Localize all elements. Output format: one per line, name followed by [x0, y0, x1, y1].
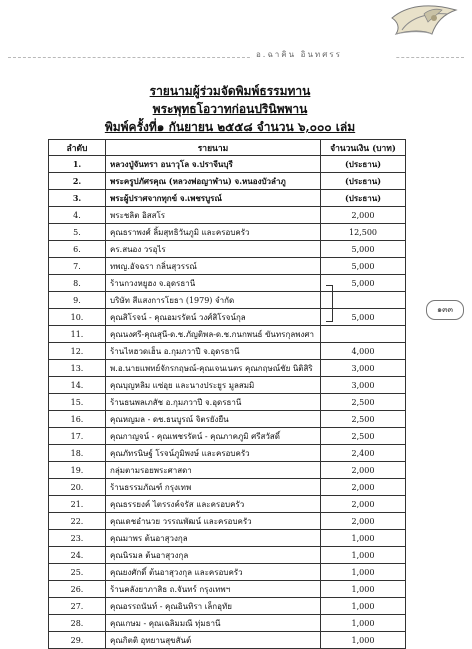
cell-name: คุณกาญจน์ - คุณเพชรรัตน์ - คุณภาคภูมิ ศรีสวัสดิ์: [106, 428, 321, 445]
cell-number: 17.: [49, 428, 106, 445]
cell-amount: 2,000: [321, 479, 406, 496]
book-emblem-logo: [384, 0, 464, 60]
cell-name: คุณบุญหลิม แซ่อุย และนางประยูร มูลสมมิ: [106, 377, 321, 394]
cell-amount: 3,000: [321, 360, 406, 377]
cell-amount: 2,000: [321, 513, 406, 530]
cell-amount: (ประธาน): [321, 173, 406, 190]
cell-amount: 5,000: [321, 275, 406, 292]
cell-name: ร้านธนพลเภสัช อ.กุมภวาปี จ.อุดรธานี: [106, 394, 321, 411]
table-row: [49, 258, 406, 275]
cell-number: 15.: [49, 394, 106, 411]
cell-number: 18.: [49, 445, 106, 462]
cell-name: ร้านธรรมภัณฑ์ กรุงเทพ: [106, 479, 321, 496]
cell-amount: 2,000: [321, 496, 406, 513]
table-row: [49, 581, 406, 598]
table-row: [49, 275, 406, 292]
table-row: [49, 479, 406, 496]
table-row: [49, 173, 406, 190]
cell-number: 10.: [49, 309, 106, 326]
cell-number: 29.: [49, 632, 106, 649]
cell-amount: 4,000: [321, 343, 406, 360]
table-row: [49, 224, 406, 241]
title-line-2: พระพุทธโอวาทก่อนปรินิพพาน: [152, 102, 308, 116]
cell-amount: [321, 292, 406, 309]
cell-number: 13.: [49, 360, 106, 377]
cell-name: คุณนงศรี-คุณสุนี-ด.ช.ภัญติพล-ด.ช.กนกพนธ์ ขันทรกุลพงศา: [106, 326, 321, 343]
cell-number: 7.: [49, 258, 106, 275]
col-header-amount: จำนวนเงิน (บาท): [321, 140, 406, 156]
page-number-tab: ๑๓๓: [426, 300, 464, 320]
cell-name: คุณสิโรจน์ - คุณอมรรัตน์ วงศ์สิโรจน์กุล: [106, 309, 321, 326]
cell-number: 23.: [49, 530, 106, 547]
table-row: [49, 445, 406, 462]
donor-table: [48, 139, 406, 649]
cell-amount: 1,000: [321, 547, 406, 564]
cell-name: ร้านคลังยาภาสิธ ถ.จันทร์ กรุงเทพฯ: [106, 581, 321, 598]
col-header-name: รายนาม: [106, 140, 321, 156]
cell-number: 28.: [49, 615, 106, 632]
cell-name: กลุ่มตามรอยพระศาสดา: [106, 462, 321, 479]
table-row: [49, 598, 406, 615]
table-row: [49, 241, 406, 258]
table-row: [49, 156, 406, 173]
cell-amount: 2,500: [321, 394, 406, 411]
cell-name: คุณภัทรนิษฐ์ โรจน์ภูมิพงษ์ และครอบครัว: [106, 445, 321, 462]
cell-name: พระผู้ปราศจากทุกข์ จ.เพชรบูรณ์: [106, 190, 321, 207]
cell-amount: 1,000: [321, 598, 406, 615]
group-bracket: [326, 285, 333, 322]
cell-name: หลวงปู่จันทรา อนาวุโล จ.ปราจีนบุรี: [106, 156, 321, 173]
title-line-1: รายนามผู้ร่วมจัดพิมพ์ธรรมทาน: [149, 84, 311, 98]
cell-name: พระครูปภัศรคุณ (หลวงพ่อญาฬาน) จ.หนองบัวลำภู: [106, 173, 321, 190]
cell-amount: 1,000: [321, 581, 406, 598]
cell-amount: 1,000: [321, 530, 406, 547]
cell-name: คุณธราพงศ์ ลิ้มสุทธิวันภูมิ และครอบครัว: [106, 224, 321, 241]
cell-amount: 2,500: [321, 428, 406, 445]
cell-number: 21.: [49, 496, 106, 513]
cell-amount: 2,400: [321, 445, 406, 462]
cell-amount: 2,500: [321, 411, 406, 428]
cell-amount: 5,000: [321, 258, 406, 275]
table-row: [49, 615, 406, 632]
cell-name: คุณยงศักดิ์ ต้นอาสุวงกุล และครอบครัว: [106, 564, 321, 581]
table-row: [49, 343, 406, 360]
table-row: [49, 207, 406, 224]
cell-amount: 3,000: [321, 377, 406, 394]
cell-name: บริษัท สีแสงการโยธา (1979) จำกัด: [106, 292, 321, 309]
cell-number: 8.: [49, 275, 106, 292]
cell-amount: 2,000: [321, 207, 406, 224]
table-row: [49, 292, 406, 309]
title-line-3: พิมพ์ครั้งที่๑ กันยายน ๒๕๕๘ จำนวน ๖,๐๐๐ เล่ม: [104, 120, 356, 134]
cell-number: 25.: [49, 564, 106, 581]
cell-number: 16.: [49, 411, 106, 428]
cell-name: พระชลิต อิสสโร: [106, 207, 321, 224]
cell-name: ร้านกวงหยูฮง จ.อุดรธานี: [106, 275, 321, 292]
table-row: [49, 411, 406, 428]
table-row: [49, 632, 406, 649]
table-row: [49, 513, 406, 530]
cell-amount: 1,000: [321, 632, 406, 649]
cell-name: ร้านไหฮวดเฮ็น อ.กุมภวาปี จ.อุดรธานี: [106, 343, 321, 360]
cell-number: 26.: [49, 581, 106, 598]
table-row: [49, 377, 406, 394]
cell-amount: 1,000: [321, 615, 406, 632]
cell-name: คุณกิตติ อุทยานสุขสันต์: [106, 632, 321, 649]
table-row: [49, 394, 406, 411]
cell-number: 6.: [49, 241, 106, 258]
cell-amount: 1,000: [321, 564, 406, 581]
table-row: [49, 309, 406, 326]
table-row: [49, 496, 406, 513]
cell-amount: [321, 326, 406, 343]
cell-name: คุณเกษม - คุณเฉลิมมณี ทุ่มธานี: [106, 615, 321, 632]
cell-name: คร.สนอง วรอุไร: [106, 241, 321, 258]
cell-name: ทพญ.อัจฉรา กลิ่นสุวรรณ์: [106, 258, 321, 275]
table-row: [49, 530, 406, 547]
cell-number: 1.: [49, 156, 106, 173]
cell-name: คุณเดชอำนวย วรรณพัฒน์ และครอบครัว: [106, 513, 321, 530]
table-row: [49, 462, 406, 479]
cell-name: คุณหญมล - ดช.ธนบูรณ์ จิตรยังยืน: [106, 411, 321, 428]
cell-number: 24.: [49, 547, 106, 564]
table-row: [49, 564, 406, 581]
cell-amount: 5,000: [321, 309, 406, 326]
cell-number: 22.: [49, 513, 106, 530]
cell-number: 19.: [49, 462, 106, 479]
cell-number: 12.: [49, 343, 106, 360]
cell-amount: (ประธาน): [321, 156, 406, 173]
table-body: [49, 156, 406, 649]
cell-number: 9.: [49, 292, 106, 309]
cell-number: 14.: [49, 377, 106, 394]
cell-number: 2.: [49, 173, 106, 190]
table-row: [49, 360, 406, 377]
table-row: [49, 547, 406, 564]
cell-number: 27.: [49, 598, 106, 615]
title-block: [40, 82, 420, 136]
cell-name: คุณมาพร ต้นอาสุวงกุล: [106, 530, 321, 547]
cell-name: คุณอรรถนันท์ - คุณอินทิรา เล็กอุทัย: [106, 598, 321, 615]
cell-name: คุณธรรยงค์ ไตรรงค์จรัส และครอบครัว: [106, 496, 321, 513]
table-row: [49, 428, 406, 445]
cell-amount: 2,000: [321, 462, 406, 479]
cell-name: พ.อ.นายแพทย์จักรกฤษณ์-คุณเจนเนตร คุณกฤษณ์ชัย นิติสิริ: [106, 360, 321, 377]
cell-number: 4.: [49, 207, 106, 224]
cell-number: 11.: [49, 326, 106, 343]
table-header-row: [49, 140, 406, 156]
cell-name: คุณนิรมล ต้นอาสุวงกุล: [106, 547, 321, 564]
cell-amount: 12,500: [321, 224, 406, 241]
header-author: อ.ฉาคิน อินทศรร: [252, 48, 396, 61]
col-header-number: ลำดับ: [49, 140, 106, 156]
table-row: [49, 190, 406, 207]
cell-number: 20.: [49, 479, 106, 496]
cell-amount: 5,000: [321, 241, 406, 258]
cell-number: 5.: [49, 224, 106, 241]
table-row: [49, 326, 406, 343]
cell-number: 3.: [49, 190, 106, 207]
cell-amount: (ประธาน): [321, 190, 406, 207]
